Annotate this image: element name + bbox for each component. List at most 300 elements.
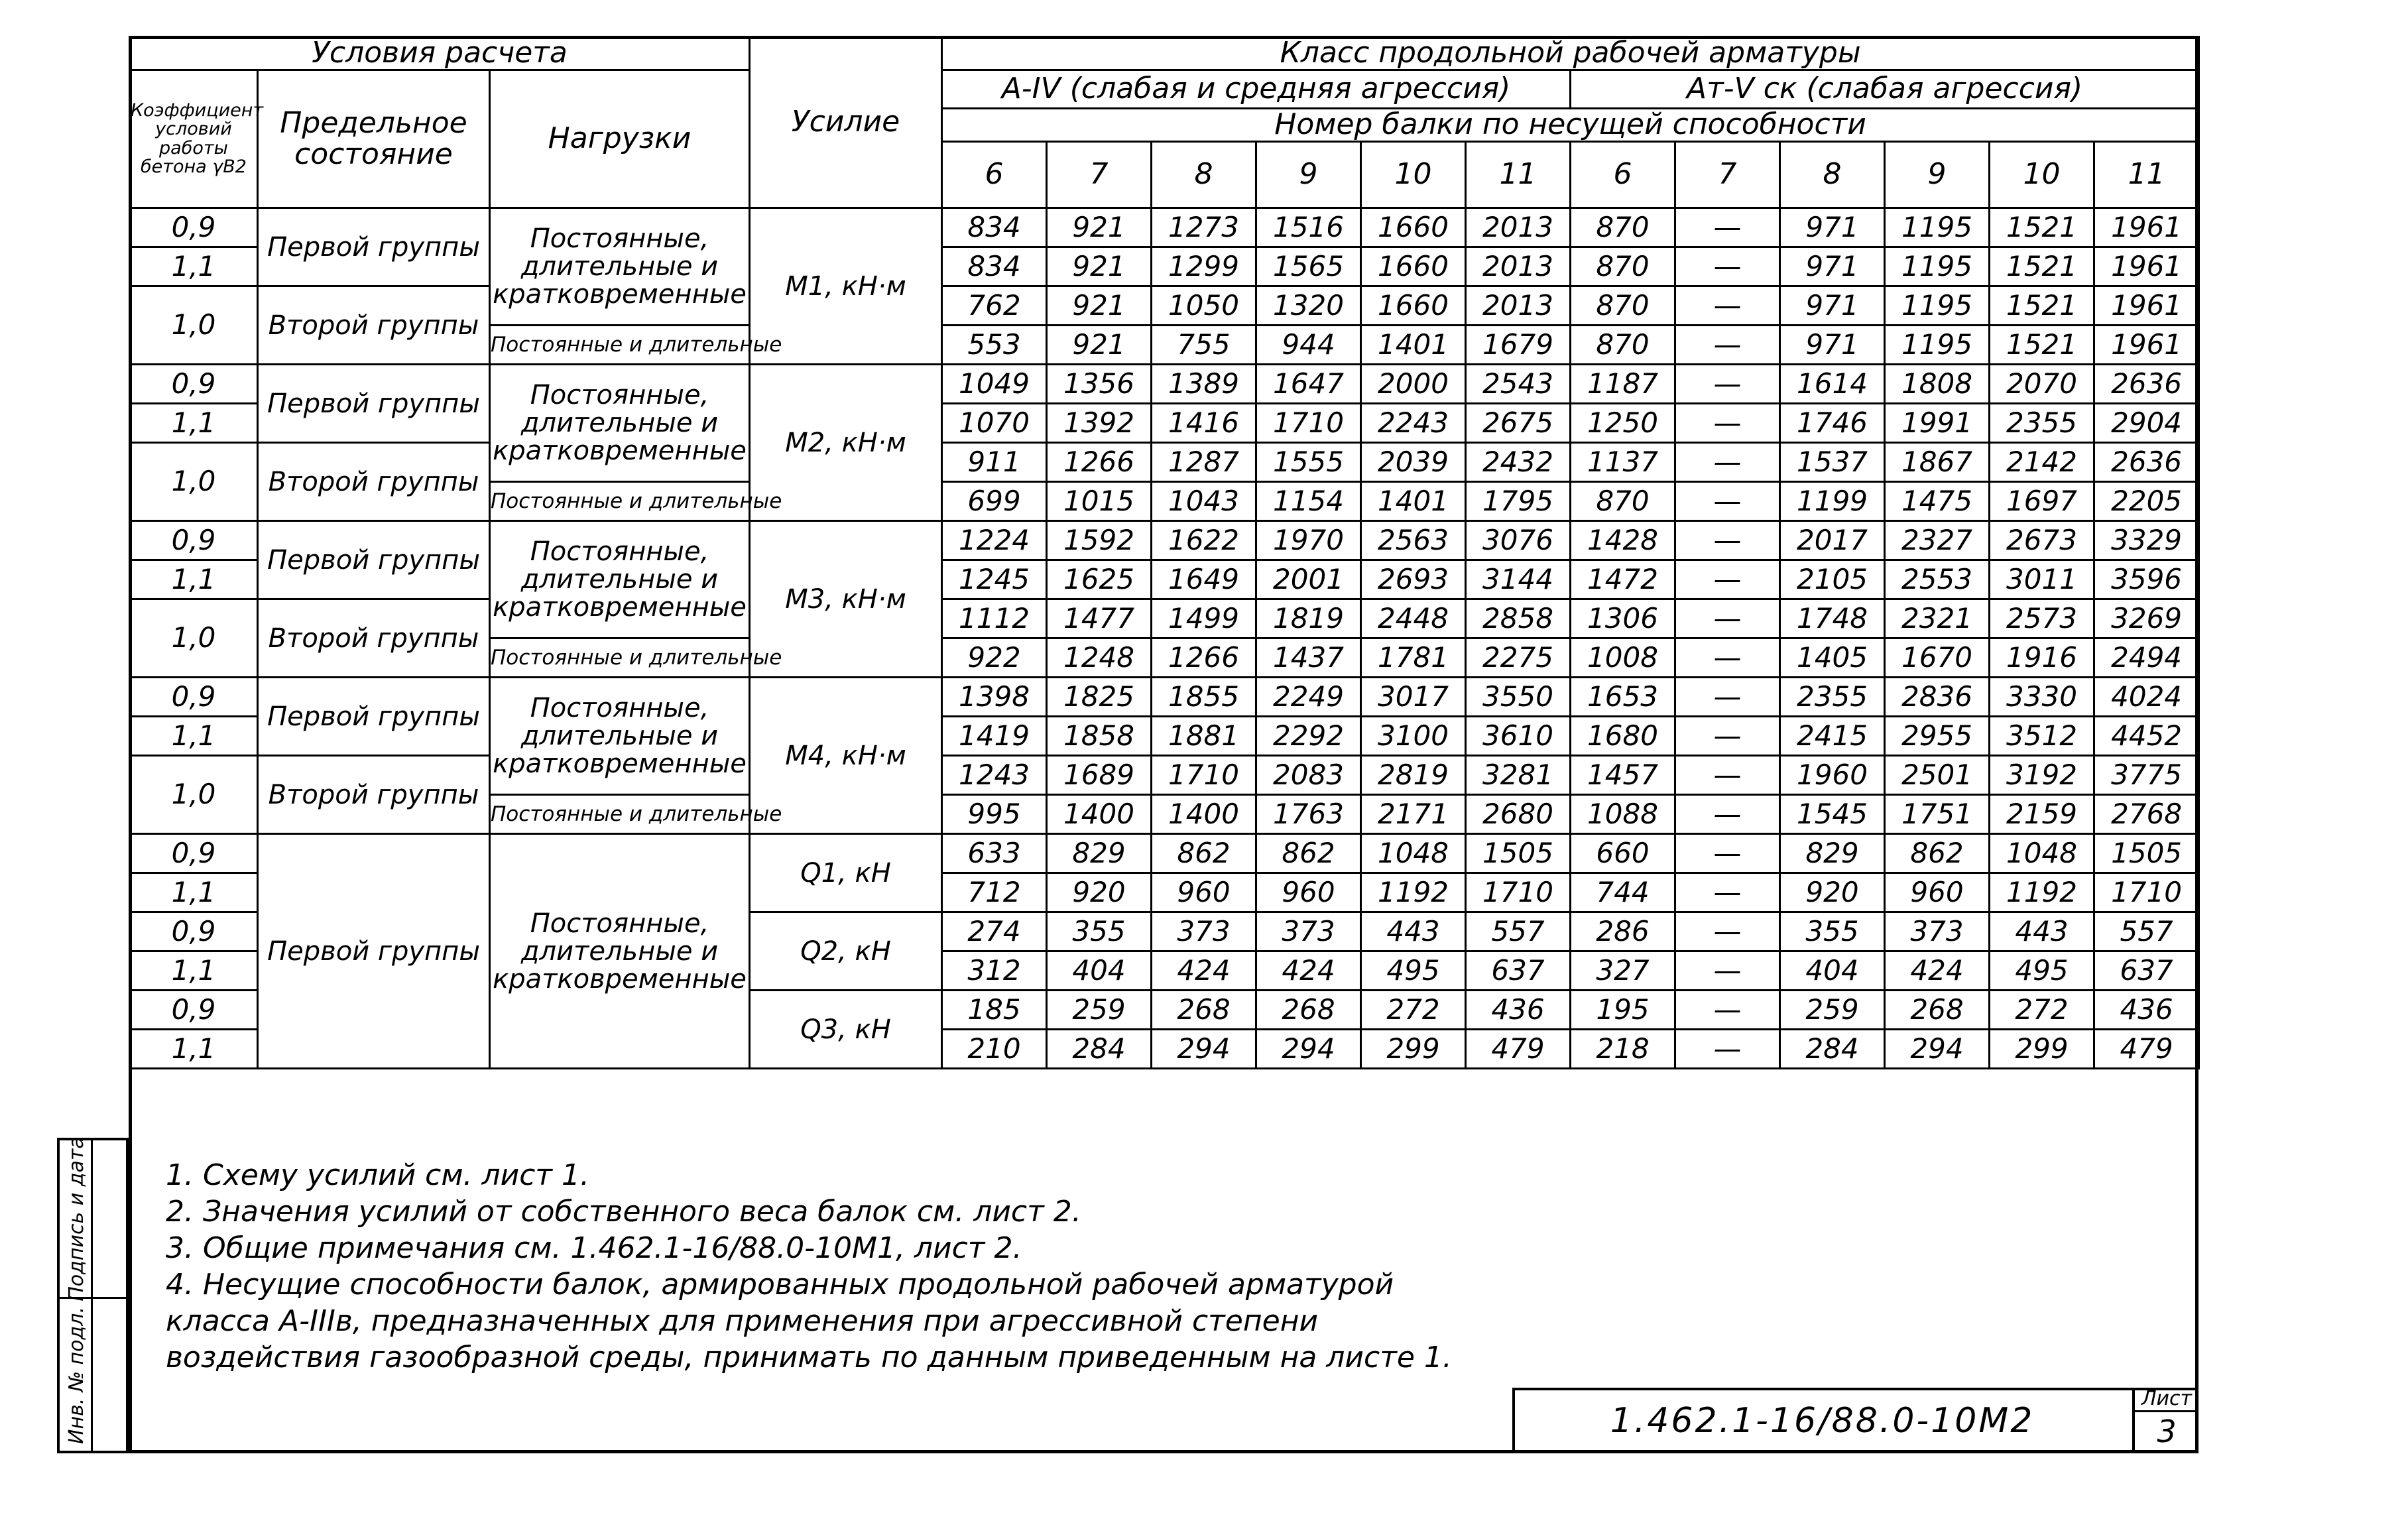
value-cell: 495	[1361, 951, 1466, 991]
value-cell: —	[1675, 638, 1780, 678]
value-cell: 1187	[1571, 365, 1675, 404]
value-cell: 1195	[1885, 247, 1990, 286]
gamma-cell: 0,9	[130, 521, 258, 560]
value-cell: 660	[1571, 834, 1675, 873]
value-cell: 3550	[1466, 678, 1571, 717]
value-cell: 870	[1571, 286, 1675, 326]
value-cell: 921	[1047, 208, 1152, 247]
value-cell: 424	[1152, 951, 1256, 991]
value-cell: 294	[1885, 1030, 1990, 1069]
value-cell: 1763	[1256, 795, 1361, 834]
value-cell: 1472	[1571, 560, 1675, 599]
value-cell: 829	[1780, 834, 1885, 873]
value-cell: 2636	[2094, 443, 2199, 482]
value-cell: 1649	[1152, 560, 1256, 599]
value-cell: 862	[1256, 834, 1361, 873]
table-row	[130, 756, 2199, 795]
value-cell: 960	[1885, 873, 1990, 912]
value-cell: 3011	[1990, 560, 2094, 599]
value-cell: 2553	[1885, 560, 1990, 599]
value-cell: 2083	[1256, 756, 1361, 795]
value-cell: 299	[1361, 1030, 1466, 1069]
value-cell: 2275	[1466, 638, 1571, 678]
value-cell: —	[1675, 286, 1780, 326]
value-cell: —	[1675, 912, 1780, 951]
value-cell: 1437	[1256, 638, 1361, 678]
value-cell: 2501	[1885, 756, 1990, 795]
limit-state-second: Второй группы	[258, 286, 490, 365]
value-cell: 2415	[1780, 717, 1885, 756]
note-line: класса А-IIIв, предназначенных для применения при агрессивной степени	[166, 1304, 1319, 1338]
value-cell: 1710	[1256, 404, 1361, 443]
note-line: 4. Несущие способности балок, армированных продольной рабочей арматурой	[166, 1268, 1394, 1301]
value-cell: 2159	[1990, 795, 2094, 834]
value-cell: 195	[1571, 991, 1675, 1030]
value-cell: 436	[1466, 991, 1571, 1030]
value-cell: 911	[942, 443, 1047, 482]
gamma-cell: 1,1	[130, 560, 258, 599]
value-cell: 404	[1780, 951, 1885, 991]
header-beam-num: 11	[1466, 142, 1571, 208]
gamma-cell: 1,1	[130, 247, 258, 286]
value-cell: 2142	[1990, 443, 2094, 482]
value-cell: 1287	[1152, 443, 1256, 482]
gamma-cell: 0,9	[130, 912, 258, 951]
value-cell: 971	[1780, 326, 1885, 365]
value-cell: 274	[942, 912, 1047, 951]
value-cell: 355	[1047, 912, 1152, 951]
value-cell: 312	[942, 951, 1047, 991]
value-cell: 3610	[1466, 717, 1571, 756]
value-cell: 2494	[2094, 638, 2199, 678]
value-cell: —	[1675, 991, 1780, 1030]
value-cell: 1266	[1047, 443, 1152, 482]
value-cell: 1008	[1571, 638, 1675, 678]
value-cell: 2448	[1361, 599, 1466, 638]
force-cell: M1, кН·м	[750, 208, 942, 365]
value-cell: 1819	[1256, 599, 1361, 638]
header-row	[130, 37, 2199, 70]
value-cell: 1050	[1152, 286, 1256, 326]
value-cell: 1477	[1047, 599, 1152, 638]
value-cell: —	[1675, 1030, 1780, 1069]
force-cell: Q1, кН	[750, 834, 942, 912]
limit-state-first: Первой группы	[258, 678, 490, 756]
value-cell: 1679	[1466, 326, 1571, 365]
value-cell: 1088	[1571, 795, 1675, 834]
header-beam-num: 9	[1885, 142, 1990, 208]
header-rebar-class: Класс продольной рабочей арматуры	[942, 37, 2199, 70]
header-limit-state: Предельное состояние	[258, 70, 490, 208]
value-cell: 1137	[1571, 443, 1675, 482]
value-cell: 1961	[2094, 286, 2199, 326]
value-cell: 2070	[1990, 365, 2094, 404]
value-cell: 436	[2094, 991, 2199, 1030]
header-coef: Коэффициент условий работы бетона γB2	[130, 70, 258, 208]
value-cell: 3269	[2094, 599, 2199, 638]
value-cell: 479	[2094, 1030, 2199, 1069]
value-cell: 2673	[1990, 521, 2094, 560]
value-cell: 2013	[1466, 286, 1571, 326]
value-cell: 327	[1571, 951, 1675, 991]
gamma-cell: 1,1	[130, 404, 258, 443]
value-cell: —	[1675, 717, 1780, 756]
sheet-number-cell	[2132, 1388, 2198, 1453]
value-cell: 1416	[1152, 404, 1256, 443]
value-cell: 834	[942, 208, 1047, 247]
value-cell: —	[1675, 795, 1780, 834]
value-cell: 424	[1256, 951, 1361, 991]
gamma-cell: 1,1	[130, 717, 258, 756]
value-cell: 1660	[1361, 247, 1466, 286]
header-beam-num: 6	[1571, 142, 1675, 208]
gamma-cell: 1,0	[130, 599, 258, 678]
value-cell: 2039	[1361, 443, 1466, 482]
value-cell: 2321	[1885, 599, 1990, 638]
value-cell: 1660	[1361, 208, 1466, 247]
value-cell: 1400	[1152, 795, 1256, 834]
value-cell: 2013	[1466, 208, 1571, 247]
value-cell: 284	[1047, 1030, 1152, 1069]
note-line: 2. Значения усилий от собственного веса балок см. лист 2.	[166, 1195, 1081, 1229]
value-cell: 995	[942, 795, 1047, 834]
value-cell: 921	[1047, 247, 1152, 286]
value-cell: 1689	[1047, 756, 1152, 795]
value-cell: 1320	[1256, 286, 1361, 326]
value-cell: 443	[1361, 912, 1466, 951]
value-cell: 3596	[2094, 560, 2199, 599]
value-cell: 1505	[1466, 834, 1571, 873]
load-capacity-table	[129, 36, 2200, 1069]
value-cell: 1521	[1990, 326, 2094, 365]
value-cell: 294	[1256, 1030, 1361, 1069]
value-cell: 637	[2094, 951, 2199, 991]
value-cell: 1015	[1047, 482, 1152, 521]
gamma-cell: 1,0	[130, 286, 258, 365]
value-cell: 1401	[1361, 482, 1466, 521]
value-cell: —	[1675, 365, 1780, 404]
value-cell: 284	[1780, 1030, 1885, 1069]
value-cell: 1457	[1571, 756, 1675, 795]
value-cell: 1858	[1047, 717, 1152, 756]
value-cell: 1697	[1990, 482, 2094, 521]
gamma-cell: 1,1	[130, 873, 258, 912]
value-cell: 557	[2094, 912, 2199, 951]
value-cell: —	[1675, 834, 1780, 873]
value-cell: 3281	[1466, 756, 1571, 795]
value-cell: 3330	[1990, 678, 2094, 717]
value-cell: 2205	[2094, 482, 2199, 521]
value-cell: 259	[1047, 991, 1152, 1030]
value-cell: 1710	[1152, 756, 1256, 795]
loads-permanent: Постоянные и длительные	[490, 795, 750, 834]
value-cell: 299	[1990, 1030, 2094, 1069]
value-cell: 1660	[1361, 286, 1466, 326]
table-row	[130, 521, 2199, 560]
note-line: воздействия газообразной среды, принимать по данным приведенным на листе 1.	[166, 1341, 1452, 1374]
value-cell: 2680	[1466, 795, 1571, 834]
value-cell: —	[1675, 756, 1780, 795]
table-row	[130, 834, 2199, 873]
value-cell: 1356	[1047, 365, 1152, 404]
loads-full: Постоянные, длительные и кратковременные	[490, 678, 750, 795]
gamma-cell: 0,9	[130, 678, 258, 717]
value-cell: 971	[1780, 286, 1885, 326]
value-cell: 1622	[1152, 521, 1256, 560]
value-cell: 3512	[1990, 717, 2094, 756]
loads-full: Постоянные, длительные и кратковременные	[490, 365, 750, 482]
value-cell: 268	[1256, 991, 1361, 1030]
value-cell: 960	[1152, 873, 1256, 912]
value-cell: 355	[1780, 912, 1885, 951]
value-cell: 633	[942, 834, 1047, 873]
value-cell: 373	[1885, 912, 1990, 951]
value-cell: 1516	[1256, 208, 1361, 247]
value-cell: 1855	[1152, 678, 1256, 717]
value-cell: 1192	[1361, 873, 1466, 912]
loads-permanent: Постоянные и длительные	[490, 638, 750, 678]
table-row	[130, 365, 2199, 404]
value-cell: 2001	[1256, 560, 1361, 599]
side-stamp-inv-label: Инв. № подл.	[64, 1306, 88, 1444]
gamma-cell: 1,1	[130, 951, 258, 991]
value-cell: 1781	[1361, 638, 1466, 678]
header-beam-num: 10	[1361, 142, 1466, 208]
side-stamp	[57, 1138, 129, 1453]
value-cell: 862	[1885, 834, 1990, 873]
header-beam-num: 7	[1675, 142, 1780, 208]
gamma-cell: 0,9	[130, 834, 258, 873]
value-cell: 443	[1990, 912, 2094, 951]
value-cell: 1960	[1780, 756, 1885, 795]
value-cell: 557	[1466, 912, 1571, 951]
value-cell: 1112	[942, 599, 1047, 638]
force-cell: M3, кН·м	[750, 521, 942, 678]
value-cell: 870	[1571, 247, 1675, 286]
limit-state-second: Второй группы	[258, 443, 490, 521]
value-cell: —	[1675, 247, 1780, 286]
value-cell: 1475	[1885, 482, 1990, 521]
notes-block	[166, 1157, 1452, 1376]
value-cell: 920	[1780, 873, 1885, 912]
value-cell: 1195	[1885, 326, 1990, 365]
value-cell: —	[1675, 443, 1780, 482]
value-cell: 1195	[1885, 286, 1990, 326]
value-cell: 373	[1152, 912, 1256, 951]
value-cell: 829	[1047, 834, 1152, 873]
value-cell: 3100	[1361, 717, 1466, 756]
value-cell: 1043	[1152, 482, 1256, 521]
value-cell: 1306	[1571, 599, 1675, 638]
value-cell: 2573	[1990, 599, 2094, 638]
value-cell: 921	[1047, 286, 1152, 326]
value-cell: 834	[942, 247, 1047, 286]
force-cell: M4, кН·м	[750, 678, 942, 834]
value-cell: 1680	[1571, 717, 1675, 756]
value-cell: 2355	[1780, 678, 1885, 717]
gamma-cell: 1,1	[130, 1030, 258, 1069]
value-cell: 2017	[1780, 521, 1885, 560]
value-cell: 424	[1885, 951, 1990, 991]
value-cell: 4024	[2094, 678, 2199, 717]
value-cell: 2355	[1990, 404, 2094, 443]
value-cell: 2858	[1466, 599, 1571, 638]
side-stamp-sign-label: Подпись и дата	[64, 1136, 88, 1301]
value-cell: 2543	[1466, 365, 1571, 404]
value-cell: 4452	[2094, 717, 2199, 756]
value-cell: 1710	[2094, 873, 2199, 912]
gamma-cell: 1,0	[130, 443, 258, 521]
value-cell: 1248	[1047, 638, 1152, 678]
value-cell: 2000	[1361, 365, 1466, 404]
value-cell: 272	[1361, 991, 1466, 1030]
value-cell: 870	[1571, 326, 1675, 365]
value-cell: 294	[1152, 1030, 1256, 1069]
value-cell: 1195	[1885, 208, 1990, 247]
value-cell: 1710	[1466, 873, 1571, 912]
loads-full: Постоянные, длительные и кратковременные	[490, 521, 750, 638]
gamma-cell: 0,9	[130, 208, 258, 247]
value-cell: 3775	[2094, 756, 2199, 795]
value-cell: 1428	[1571, 521, 1675, 560]
value-cell: 553	[942, 326, 1047, 365]
value-cell: 1746	[1780, 404, 1885, 443]
value-cell: 185	[942, 991, 1047, 1030]
value-cell: —	[1675, 560, 1780, 599]
value-cell: 1392	[1047, 404, 1152, 443]
force-cell: Q3, кН	[750, 991, 942, 1069]
value-cell: 1299	[1152, 247, 1256, 286]
header-beam-num: 8	[1152, 142, 1256, 208]
value-cell: 2768	[2094, 795, 2199, 834]
value-cell: 1400	[1047, 795, 1152, 834]
value-cell: 495	[1990, 951, 2094, 991]
gamma-cell: 1,0	[130, 756, 258, 834]
header-beam-num: 8	[1780, 142, 1885, 208]
gamma-cell: 0,9	[130, 365, 258, 404]
value-cell: —	[1675, 678, 1780, 717]
value-cell: —	[1675, 873, 1780, 912]
loads-permanent: Постоянные и длительные	[490, 326, 750, 365]
sheet-label: Лист	[2135, 1388, 2198, 1412]
value-cell: 870	[1571, 482, 1675, 521]
value-cell: 1970	[1256, 521, 1361, 560]
value-cell: 1499	[1152, 599, 1256, 638]
value-cell: 1555	[1256, 443, 1361, 482]
value-cell: 1867	[1885, 443, 1990, 482]
limit-state-first: Первой группы	[258, 834, 490, 1069]
header-conditions: Условия расчета	[130, 37, 750, 70]
value-cell: 1825	[1047, 678, 1152, 717]
value-cell: 1250	[1571, 404, 1675, 443]
value-cell: 2904	[2094, 404, 2199, 443]
value-cell: 479	[1466, 1030, 1571, 1069]
value-cell: 862	[1152, 834, 1256, 873]
header-group-b: Ат-V ск (слабая агрессия)	[1571, 70, 2199, 109]
value-cell: 2432	[1466, 443, 1571, 482]
header-row	[130, 70, 2199, 109]
value-cell: —	[1675, 404, 1780, 443]
value-cell: 1398	[942, 678, 1047, 717]
header-beam-num: 10	[1990, 142, 2094, 208]
value-cell: 2563	[1361, 521, 1466, 560]
value-cell: 944	[1256, 326, 1361, 365]
header-loads: Нагрузки	[490, 70, 750, 208]
value-cell: 960	[1256, 873, 1361, 912]
value-cell: 1505	[2094, 834, 2199, 873]
value-cell: 286	[1571, 912, 1675, 951]
limit-state-first: Первой группы	[258, 521, 490, 599]
value-cell: 1808	[1885, 365, 1990, 404]
value-cell: 1653	[1571, 678, 1675, 717]
value-cell: 1521	[1990, 247, 2094, 286]
gamma-cell: 0,9	[130, 991, 258, 1030]
value-cell: 1405	[1780, 638, 1885, 678]
value-cell: 3076	[1466, 521, 1571, 560]
value-cell: 971	[1780, 247, 1885, 286]
table-row	[130, 599, 2199, 638]
value-cell: 762	[942, 286, 1047, 326]
value-cell: 2675	[1466, 404, 1571, 443]
value-cell: 210	[942, 1030, 1047, 1069]
value-cell: 259	[1780, 991, 1885, 1030]
value-cell: 268	[1152, 991, 1256, 1030]
value-cell: 2171	[1361, 795, 1466, 834]
side-stamp-sign	[60, 1136, 93, 1301]
value-cell: —	[1675, 951, 1780, 991]
value-cell: 1154	[1256, 482, 1361, 521]
loads-permanent: Постоянные и длительные	[490, 482, 750, 521]
value-cell: 922	[942, 638, 1047, 678]
limit-state-second: Второй группы	[258, 599, 490, 678]
value-cell: 3017	[1361, 678, 1466, 717]
value-cell: 1916	[1990, 638, 2094, 678]
value-cell: 1748	[1780, 599, 1885, 638]
value-cell: —	[1675, 521, 1780, 560]
value-cell: 920	[1047, 873, 1152, 912]
value-cell: 1625	[1047, 560, 1152, 599]
value-cell: 637	[1466, 951, 1571, 991]
value-cell: 1961	[2094, 247, 2199, 286]
value-cell: 1389	[1152, 365, 1256, 404]
value-cell: 2243	[1361, 404, 1466, 443]
note-line: 3. Общие примечания см. 1.462.1-16/88.0-10М1, лист 2.	[166, 1231, 1022, 1265]
value-cell: 3329	[2094, 521, 2199, 560]
limit-state-first: Первой группы	[258, 365, 490, 443]
header-beam-num: 11	[2094, 142, 2199, 208]
value-cell: 744	[1571, 873, 1675, 912]
value-cell: 404	[1047, 951, 1152, 991]
value-cell: 1647	[1256, 365, 1361, 404]
table-row	[130, 443, 2199, 482]
value-cell: 2013	[1466, 247, 1571, 286]
value-cell: 1245	[942, 560, 1047, 599]
value-cell: 755	[1152, 326, 1256, 365]
value-cell: 870	[1571, 208, 1675, 247]
value-cell: 1537	[1780, 443, 1885, 482]
value-cell: 1419	[942, 717, 1047, 756]
force-cell: M2, кН·м	[750, 365, 942, 521]
limit-state-second: Второй группы	[258, 756, 490, 834]
sheet-number: 3	[2157, 1414, 2177, 1449]
force-cell: Q2, кН	[750, 912, 942, 991]
value-cell: 1545	[1780, 795, 1885, 834]
value-cell: 1991	[1885, 404, 1990, 443]
value-cell: 971	[1780, 208, 1885, 247]
value-cell: —	[1675, 208, 1780, 247]
header-beam-num: 6	[942, 142, 1047, 208]
loads-full: Постоянные, длительные и кратковременные	[490, 834, 750, 1069]
